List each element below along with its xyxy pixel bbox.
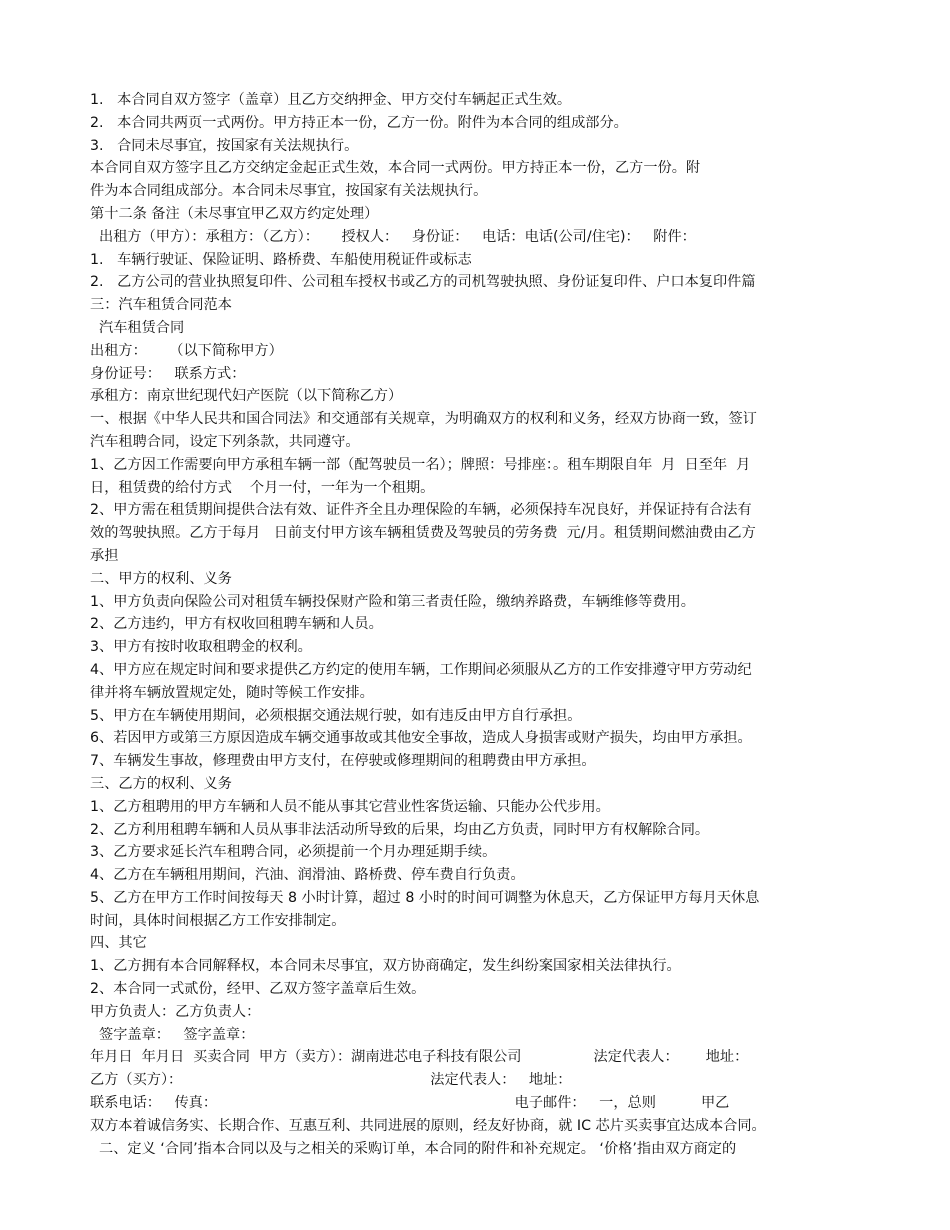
text-line: 律并将车辆放置规定处，随时等候工作安排。 bbox=[90, 684, 374, 701]
text-line: 双方本着诚信务实、长期合作、互惠互利、共同进展的原则，经友好协商，就 IC 芯片买卖事宜达成本合同。 bbox=[90, 1117, 766, 1134]
text-line: 件为本合同组成部分。本合同未尽事宜，按国家有关法规执行。 bbox=[90, 183, 488, 200]
text-line: 乙方（买方）： 法定代表人： 地址： bbox=[90, 1072, 572, 1089]
text-line: 1. 车辆行驶证、保险证明、路桥费、车船使用税证件或标志 bbox=[90, 251, 472, 268]
section-heading: 三、乙方的权利、义务 bbox=[90, 775, 232, 792]
text-line: 5、甲方在车辆使用期间，必须根据交通法规行驶，如有违反由甲方自行承担。 bbox=[90, 707, 582, 724]
text-line: 1. 本合同自双方签字（盖章）且乙方交纳押金、甲方交付车辆起正式生效。 bbox=[90, 92, 572, 108]
text-line: 效的驾驶执照。乙方于每月 日前支付甲方该车辆租赁费及驾驶员的劳务费 元/月。租赁期间燃油费由乙方 bbox=[90, 525, 756, 542]
section-heading: 三：汽车租赁合同范本 bbox=[90, 297, 232, 314]
text-line: 1、乙方拥有本合同解释权，本合同未尽事宜，双方协商确定，发生纠纷案国家相关法律执行。 bbox=[90, 958, 681, 975]
section-heading: 二、甲方的权利、义务 bbox=[90, 570, 232, 587]
text-line: 联系电话： 传真： 电子邮件： 一，总则 甲乙 bbox=[90, 1095, 730, 1112]
text-line: 出租方： （以下简称甲方） bbox=[90, 342, 283, 359]
text-line: 身份证号： 联系方式： bbox=[90, 365, 246, 382]
text-line: 3、甲方有按时收取租聘金的权利。 bbox=[90, 639, 312, 656]
text-line: 年月日 年月日 买卖合同 甲方（卖方）：湖南进芯电子科技有限公司 法定代表人： 地址： bbox=[90, 1049, 749, 1066]
text-line: 一、根据《中华人民共和国合同法》和交通部有关规章，为明确双方的权利和义务，经双方协商一致，签订 bbox=[90, 411, 757, 428]
text-line: 出租方（甲方）：承租方：（乙方）： 授权人： 身份证： 电话：电话(公司/住宅)： 附件： bbox=[90, 228, 696, 245]
text-line: 汽车租聘合同，设定下列条款，共同遵守。 bbox=[90, 433, 360, 450]
text-line: 1、乙方因工作需要向甲方承租车辆一部（配驾驶员一名）；牌照：号排座：。租车期限自年 月 日至年 月 bbox=[90, 456, 751, 473]
text-line: 承租方：南京世纪现代妇产医院（以下简称乙方） bbox=[90, 388, 403, 405]
text-line: 二、定义 ‘合同’指本合同以及与之相关的采购订单，本合同的附件和补充规定。 ‘价格’指由双方商定的 bbox=[90, 1140, 737, 1157]
text-line: 日，租赁费的给付方式 个月一付，一年为一个租期。 bbox=[90, 479, 435, 496]
text-line: 签字盖章： 签字盖章： bbox=[90, 1026, 255, 1043]
text-line: 2、甲方需在租赁期间提供合法有效、证件齐全且办理保险的车辆，必须保持车况良好，并保证持有合法有 bbox=[90, 502, 752, 519]
text-line: 2. 乙方公司的营业执照复印件、公司租车授权书或乙方的司机驾驶执照、身份证复印件、户口本复印件篇 bbox=[90, 274, 756, 291]
text-line: 甲方负责人：乙方负责人： bbox=[90, 1003, 261, 1020]
text-line: 时间，具体时间根据乙方工作安排制定。 bbox=[90, 912, 346, 929]
text-line: 1、乙方租聘用的甲方车辆和人员不能从事其它营业性客货运输、只能办公代步用。 bbox=[90, 798, 610, 815]
text-line: 7、车辆发生事故，修理费由甲方支付，在停驶或修理期间的租聘费由甲方承担。 bbox=[90, 753, 596, 770]
text-line: 4、甲方应在规定时间和要求提供乙方约定的使用车辆，工作期间必须服从乙方的工作安排遵守甲方劳动纪 bbox=[90, 661, 752, 678]
text-line: 2、本合同一式贰份，经甲、乙双方签字盖章后生效。 bbox=[90, 981, 426, 998]
section-heading: 第十二条 备注（未尽事宜甲乙双方约定处理） bbox=[90, 205, 379, 222]
text-line: 5、乙方在甲方工作时间按每天 8 小时计算，超过 8 小时的时间可调整为休息天，乙方保证甲方每月天休息 bbox=[90, 889, 760, 906]
text-line: 3. 合同未尽事宜，按国家有关法规执行。 bbox=[90, 137, 359, 154]
text-line: 承担 bbox=[90, 547, 119, 564]
text-line: 1、甲方负责向保险公司对租赁车辆投保财产险和第三者责任险，缴纳养路费，车辆维修等费用。 bbox=[90, 593, 695, 610]
text-line: 3、乙方要求延长汽车租聘合同，必须提前一个月办理延期手续。 bbox=[90, 844, 497, 861]
text-line: 4、乙方在车辆租用期间，汽油、润滑油、路桥费、停车费自行负责。 bbox=[90, 867, 525, 884]
text-line: 6、若因甲方或第三方原因造成车辆交通事故或其他安全事故，造成人身损害或财产损失，均由甲方承担。 bbox=[90, 730, 752, 747]
text-line: 2、乙方违约，甲方有权收回租聘车辆和人员。 bbox=[90, 616, 383, 633]
text-line: 2. 本合同共两页一式两份。甲方持正本一份，乙方一份。附件为本合同的组成部分。 bbox=[90, 114, 628, 131]
document-page bbox=[90, 89, 865, 1160]
text-line: 本合同自双方签字且乙方交纳定金起正式生效，本合同一式两份。甲方持正本一份，乙方一份。附 bbox=[90, 160, 701, 177]
text-line: 2、乙方利用租聘车辆和人员从事非法活动所导致的后果，均由乙方负责，同时甲方有权解除合同。 bbox=[90, 821, 710, 838]
document-title: 汽车租赁合同 bbox=[90, 319, 185, 336]
section-heading: 四、其它 bbox=[90, 935, 147, 952]
